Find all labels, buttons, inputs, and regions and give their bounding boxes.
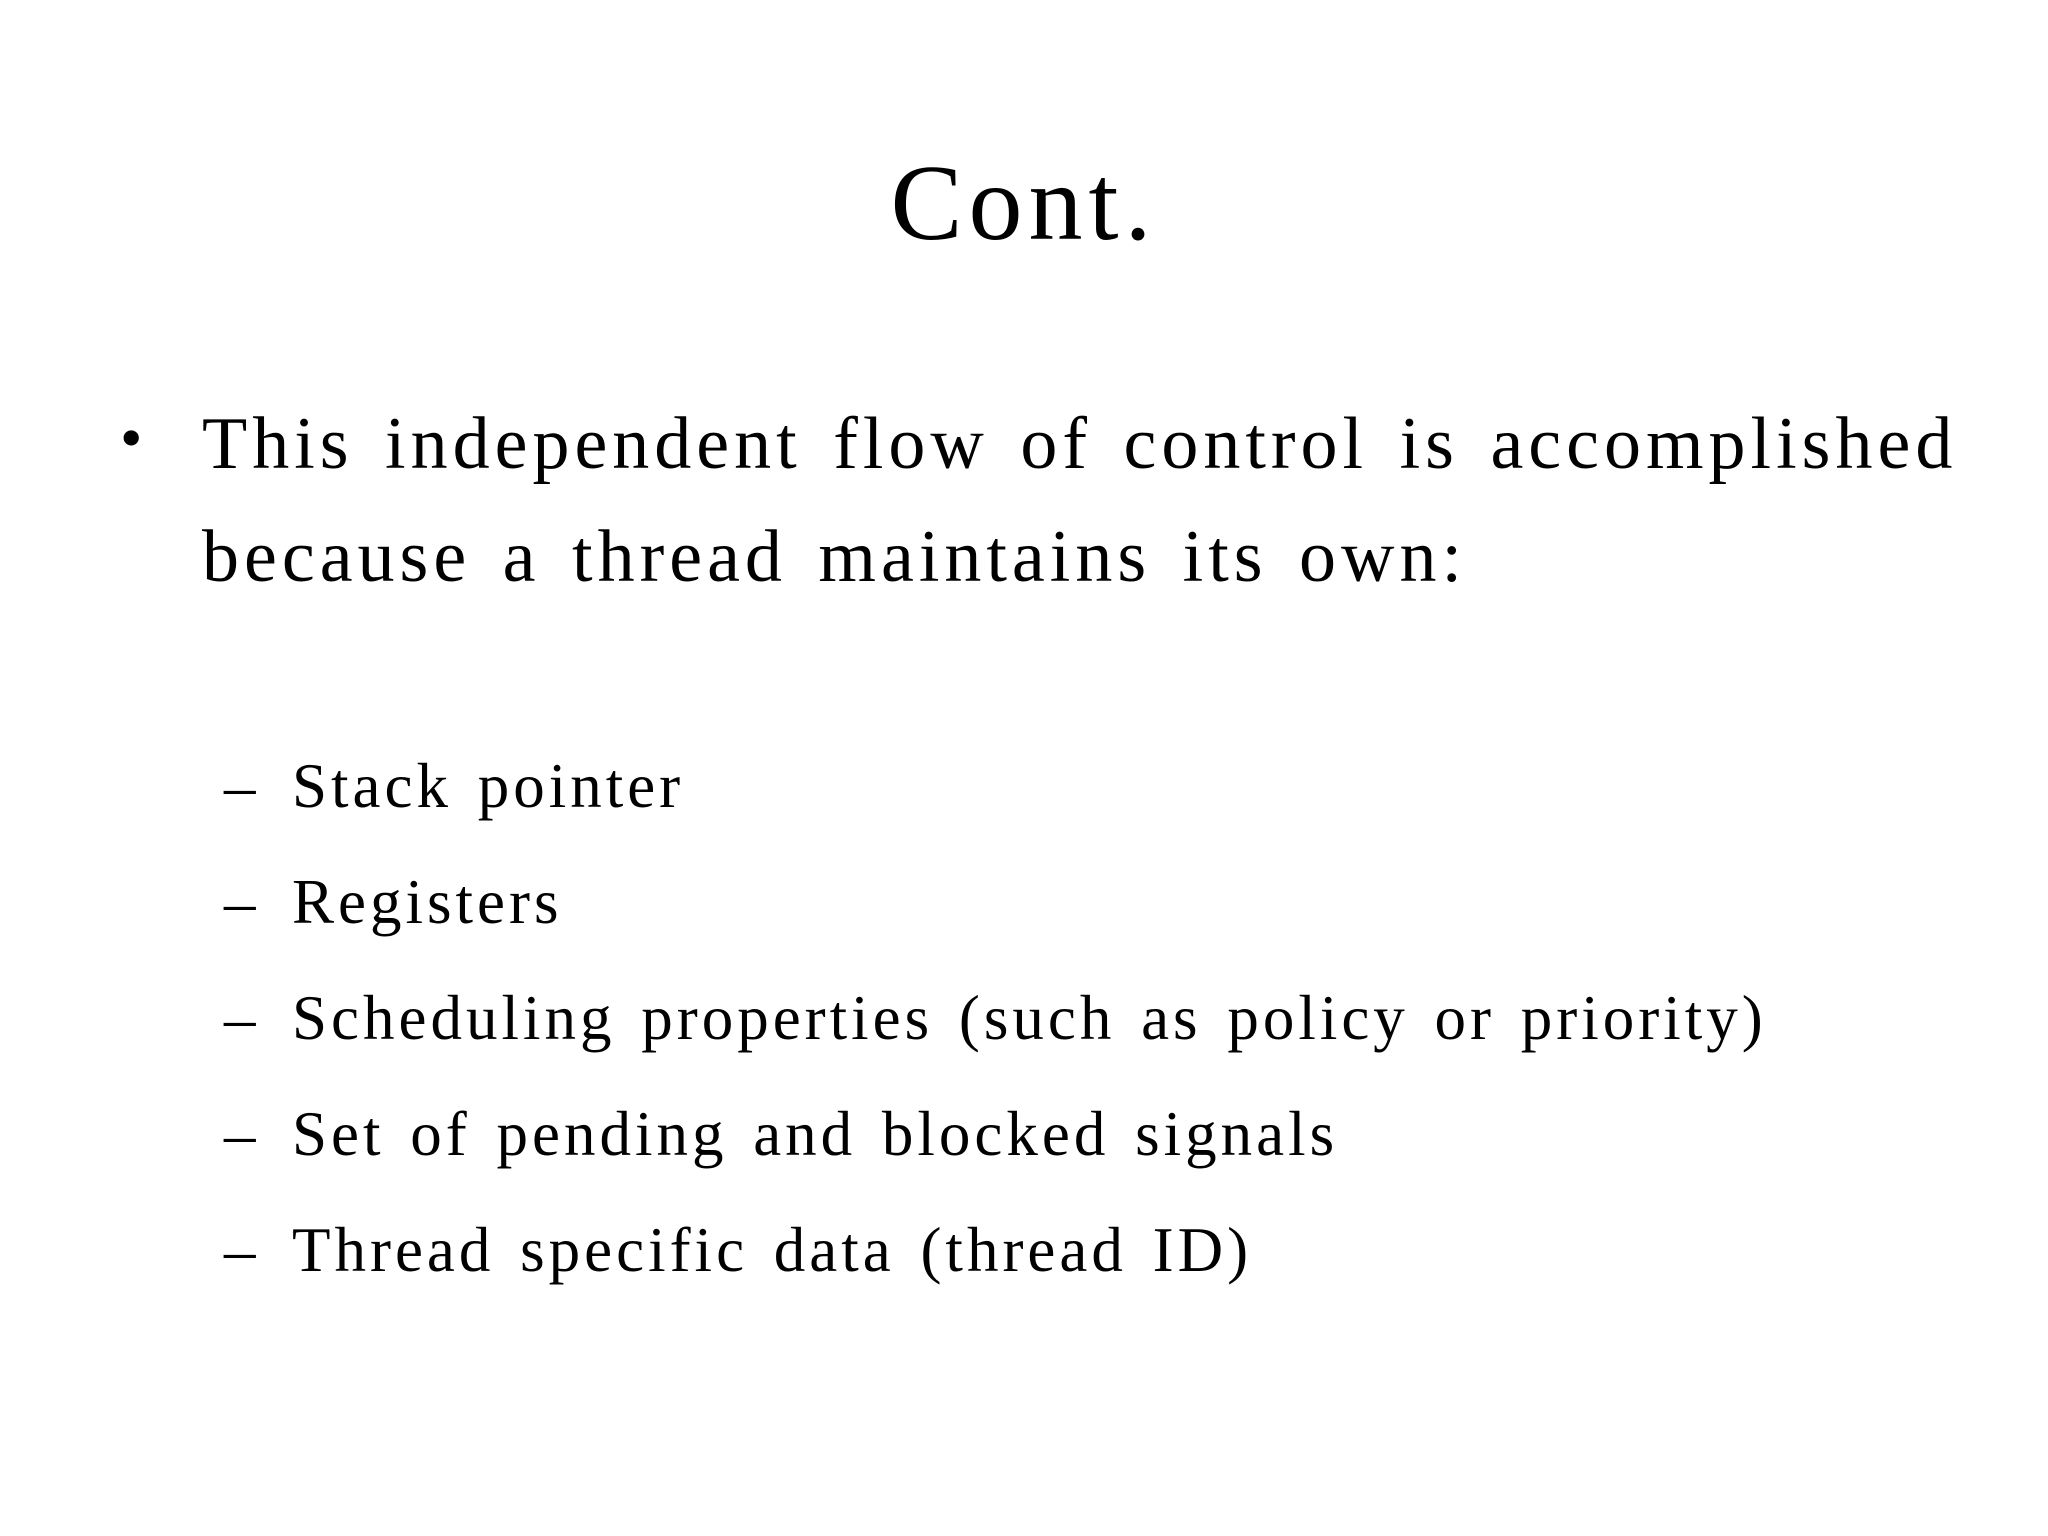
sub-item-stack-pointer: [224, 738, 1964, 835]
sub-item-registers: [224, 854, 1964, 951]
slide-title: Cont.: [890, 144, 1158, 263]
sub-item-signals: [224, 1086, 1964, 1183]
dash-icon: –: [224, 751, 260, 821]
bullet-text: This independent flow of control is accomplished because a thread maintains its own:: [202, 403, 1958, 598]
sub-item-label: Thread specific data (thread ID): [292, 1215, 1253, 1285]
sub-list: [224, 738, 1964, 1318]
sub-item-scheduling-properties: [224, 970, 1964, 1067]
sub-item-label: Registers: [292, 867, 563, 937]
sub-item-label: Set of pending and blocked signals: [292, 1099, 1339, 1169]
sub-item-label: Stack pointer: [292, 751, 685, 821]
dash-icon: –: [224, 1099, 260, 1169]
dash-icon: –: [224, 1215, 260, 1285]
dash-icon: –: [224, 983, 260, 1053]
sub-item-thread-specific-data: [224, 1202, 1964, 1299]
dash-icon: –: [224, 867, 260, 937]
bullet-icon: •: [120, 402, 143, 473]
sub-item-label: Scheduling properties (such as policy or priority): [292, 983, 1767, 1053]
